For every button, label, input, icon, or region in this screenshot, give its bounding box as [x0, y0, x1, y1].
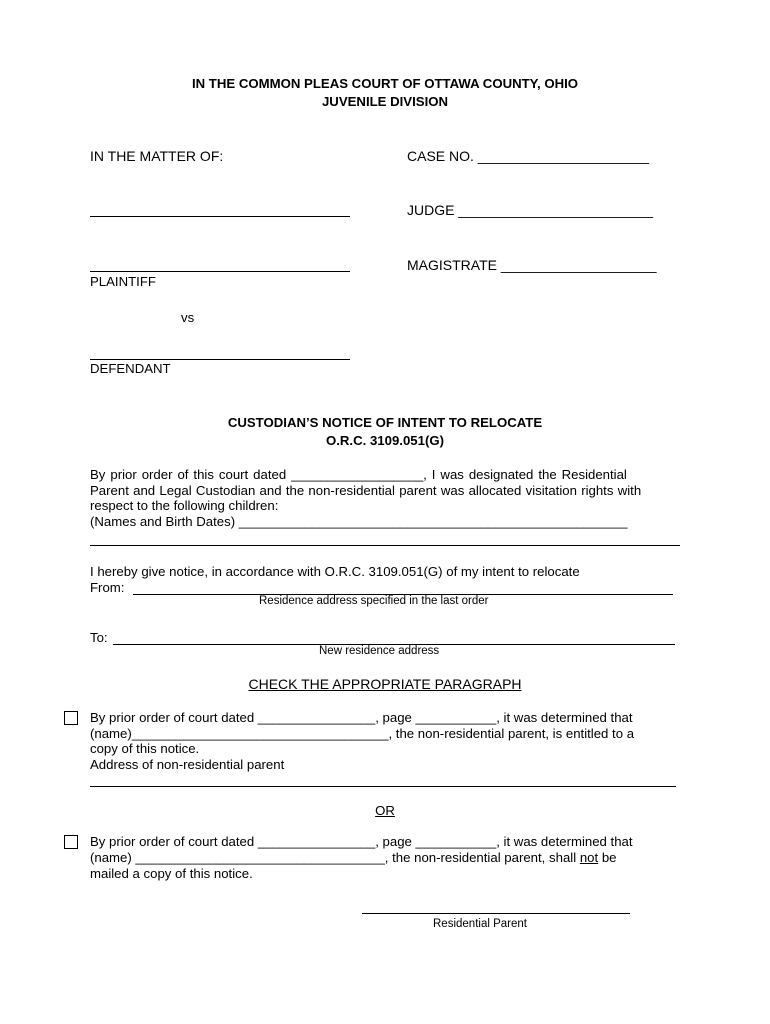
- plaintiff-line[interactable]: [90, 271, 350, 272]
- judge-field[interactable]: JUDGE _________________________: [407, 202, 653, 218]
- check-heading: CHECK THE APPROPRIATE PARAGRAPH: [248, 676, 522, 692]
- magistrate-field[interactable]: MAGISTRATE ____________________: [407, 257, 657, 273]
- case-number-field[interactable]: CASE NO. ______________________: [407, 148, 650, 164]
- defendant-label: DEFENDANT: [90, 361, 171, 376]
- option-1-checkbox[interactable]: [64, 711, 78, 725]
- signature-label: Residential Parent: [433, 918, 527, 930]
- statute-reference: O.R.C. 3109.051(G): [325, 433, 444, 448]
- notice-title: CUSTODIAN’S NOTICE OF INTENT TO RELOCATE: [227, 415, 543, 430]
- defendant-line[interactable]: [90, 359, 350, 360]
- matter-of-label: IN THE MATTER OF:: [90, 148, 224, 164]
- option-2-line-2: [90, 850, 617, 866]
- court-title: IN THE COMMON PLEAS COURT OF OTTAWA COUNTY, OHIO: [191, 76, 579, 91]
- non-residential-address-line[interactable]: [90, 786, 676, 787]
- from-label: From:: [90, 580, 125, 595]
- option-2-checkbox[interactable]: [64, 835, 78, 849]
- prior-order-line-3: respect to the following children:: [90, 498, 279, 513]
- or-separator: OR: [375, 803, 395, 818]
- prior-order-line-2: Parent and Legal Custodian and the non-residential parent was allocated visitation rights with: [90, 483, 642, 498]
- not-emphasis: not: [579, 850, 599, 865]
- intent-statement: I hereby give notice, in accordance with O.R.C. 3109.051(G) of my intent to relocate: [90, 564, 580, 579]
- to-address-caption: New residence address: [319, 645, 440, 657]
- children-names-field[interactable]: (Names and Birth Dates) _____________________________________________________: [90, 514, 628, 529]
- option-2-line-1: By prior order of court dated ________________, page ___________, it was determined that: [90, 834, 633, 849]
- prior-order-line-1: By prior order of this court dated __________________, I was designated the Residential: [90, 467, 627, 482]
- children-names-line-2[interactable]: [90, 545, 680, 546]
- matter-name-line[interactable]: [90, 216, 350, 217]
- from-address-caption: Residence address specified in the last order: [259, 595, 489, 607]
- vs-label: vs: [181, 310, 195, 325]
- option-1-line-3: copy of this notice.: [90, 741, 200, 756]
- division-title: JUVENILE DIVISION: [321, 94, 449, 109]
- option-2-line-3: mailed a copy of this notice.: [90, 866, 253, 881]
- option-1-address-label: Address of non-residential parent: [90, 757, 285, 772]
- plaintiff-label: PLAINTIFF: [90, 274, 156, 289]
- to-label: To:: [90, 630, 108, 645]
- option-2-line-2-text: (name) __________________________________, the non-residential parent, shall: [90, 850, 577, 865]
- option-1-line-2: (name)___________________________________, the non-residential parent, is entitled to a: [90, 726, 635, 741]
- option-1-line-1: By prior order of court dated ________________, page ___________, it was determined that: [90, 710, 633, 725]
- signature-line[interactable]: [362, 913, 630, 914]
- option-2-line-2-end: be: [601, 850, 617, 865]
